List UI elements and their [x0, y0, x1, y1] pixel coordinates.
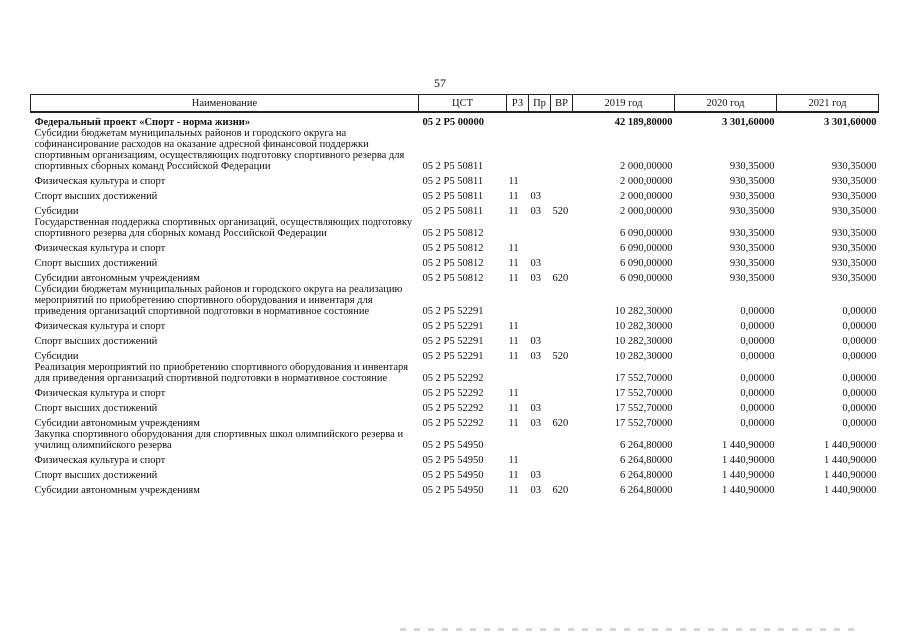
row-2021: 3 301,60000 — [824, 117, 877, 128]
row-name: Спорт высших достижений — [34, 336, 158, 347]
row-2020: 1 440,90000 — [722, 470, 775, 481]
row-vr: 620 — [552, 485, 569, 496]
row-cst: 05 2 P5 52292 — [422, 388, 484, 399]
row-2021: 0,00000 — [842, 388, 877, 399]
row-2020: 0,00000 — [740, 351, 775, 362]
row-cst: 05 2 P5 50811 — [422, 161, 484, 172]
row-vr — [551, 451, 573, 466]
row-name: Субсидии — [34, 351, 79, 362]
row-pr — [529, 317, 551, 332]
row-2020: 930,35000 — [729, 243, 775, 254]
row-rz: 11 — [508, 336, 519, 347]
row-2020: 1 440,90000 — [722, 455, 775, 466]
row-vr — [551, 187, 573, 202]
row-name: Субсидии бюджетам муниципальных районов и городского округа на софинансирование расходов на оказание адресной финансовой поддержки спортивным организациям, осуществляющих подготовку спортивного резерва для спортивных сборных команд Российской Федерации — [34, 128, 405, 172]
row-pr: 03 — [530, 273, 541, 284]
page-number: 57 — [434, 76, 446, 90]
row-cst: 05 2 P5 00000 — [422, 117, 485, 128]
row-2019: 6 264,80000 — [620, 485, 673, 496]
row-name: Физическая культура и спорт — [34, 321, 166, 332]
row-name: Физическая культура и спорт — [34, 455, 166, 466]
row-vr — [551, 362, 573, 384]
row-pr — [529, 217, 551, 239]
row-pr — [529, 451, 551, 466]
table-row — [31, 187, 879, 202]
row-2020: 1 440,90000 — [722, 485, 775, 496]
row-pr — [529, 239, 551, 254]
row-2021: 0,00000 — [842, 418, 877, 429]
row-vr — [551, 384, 573, 399]
header-rz: РЗ — [507, 95, 529, 113]
row-name: Субсидии автономным учреждениям — [34, 273, 200, 284]
table-row — [31, 202, 879, 217]
row-vr: 620 — [552, 418, 569, 429]
row-vr — [551, 332, 573, 347]
row-cst: 05 2 P5 54950 — [422, 440, 484, 451]
row-2021: 0,00000 — [842, 403, 877, 414]
row-2019: 10 282,30000 — [614, 336, 673, 347]
row-cst: 05 2 P5 52292 — [422, 373, 484, 384]
row-cst: 05 2 P5 50811 — [422, 176, 484, 187]
row-2020: 0,00000 — [740, 418, 775, 429]
row-pr — [529, 429, 551, 451]
row-vr — [551, 128, 573, 172]
row-2021: 0,00000 — [842, 373, 877, 384]
row-2019: 6 264,80000 — [620, 470, 673, 481]
row-2020: 930,35000 — [729, 258, 775, 269]
table-row — [31, 317, 879, 332]
row-cst: 05 2 P5 50812 — [422, 273, 484, 284]
row-name: Субсидии — [34, 206, 79, 217]
row-2021: 930,35000 — [831, 273, 877, 284]
row-name: Федеральный проект «Спорт - норма жизни» — [34, 117, 251, 128]
row-2020: 1 440,90000 — [722, 440, 775, 451]
row-2021: 930,35000 — [831, 243, 877, 254]
row-rz: 11 — [508, 176, 519, 187]
header-2020: 2020 год — [675, 95, 777, 113]
row-pr — [529, 128, 551, 172]
row-pr: 03 — [530, 418, 541, 429]
row-2019: 6 090,00000 — [620, 228, 673, 239]
table-body — [31, 112, 879, 496]
row-2021: 1 440,90000 — [824, 470, 877, 481]
row-vr — [551, 317, 573, 332]
row-name: Физическая культура и спорт — [34, 243, 166, 254]
table-row — [31, 347, 879, 362]
table-row — [31, 451, 879, 466]
header-name: Наименование — [31, 95, 419, 113]
row-cst: 05 2 P5 54950 — [422, 455, 484, 466]
row-name: Спорт высших достижений — [34, 258, 158, 269]
row-cst: 05 2 P5 52291 — [422, 306, 484, 317]
row-cst: 05 2 P5 50812 — [422, 243, 484, 254]
row-pr: 03 — [530, 403, 541, 414]
row-2020: 930,35000 — [729, 206, 775, 217]
table-header — [31, 95, 879, 113]
row-vr: 520 — [552, 351, 569, 362]
row-pr: 03 — [530, 258, 541, 269]
header-2019: 2019 год — [573, 95, 675, 113]
row-2021: 0,00000 — [842, 351, 877, 362]
row-2019: 42 189,80000 — [614, 117, 673, 128]
row-cst: 05 2 P5 54950 — [422, 470, 484, 481]
row-vr: 520 — [552, 206, 569, 217]
row-rz — [507, 128, 529, 172]
row-name: Спорт высших достижений — [34, 403, 158, 414]
row-pr: 03 — [530, 206, 541, 217]
table-row — [31, 254, 879, 269]
row-cst: 05 2 P5 50812 — [422, 228, 484, 239]
row-rz — [507, 362, 529, 384]
row-name: Физическая культура и спорт — [34, 176, 166, 187]
row-rz: 11 — [508, 455, 519, 466]
row-2020: 0,00000 — [740, 373, 775, 384]
row-name: Государственная поддержка спортивных организаций, осуществляющих подготовку спортивного резерва для сборных команд Российской Федерации — [34, 217, 413, 239]
row-vr — [551, 284, 573, 317]
row-2021: 930,35000 — [831, 191, 877, 202]
table-row — [31, 466, 879, 481]
row-name: Спорт высших достижений — [34, 191, 158, 202]
row-cst: 05 2 P5 52291 — [422, 321, 484, 332]
row-2019: 17 552,70000 — [614, 418, 673, 429]
table-row — [31, 112, 879, 128]
row-2019: 2 000,00000 — [620, 176, 673, 187]
row-rz — [507, 284, 529, 317]
table-row — [31, 362, 879, 384]
row-2019: 6 090,00000 — [620, 258, 673, 269]
header-cst: ЦСТ — [419, 95, 507, 113]
row-2021: 0,00000 — [842, 336, 877, 347]
row-2019: 6 264,80000 — [620, 440, 673, 451]
row-2020: 0,00000 — [740, 336, 775, 347]
row-2020: 3 301,60000 — [722, 117, 775, 128]
table-row — [31, 284, 879, 317]
row-2019: 6 090,00000 — [620, 243, 673, 254]
row-pr: 03 — [530, 470, 541, 481]
row-cst: 05 2 P5 50811 — [422, 191, 484, 202]
table-row — [31, 217, 879, 239]
row-2019: 17 552,70000 — [614, 403, 673, 414]
row-rz: 11 — [508, 470, 519, 481]
row-cst: 05 2 P5 52291 — [422, 336, 484, 347]
row-vr — [551, 254, 573, 269]
row-cst: 05 2 P5 50812 — [422, 258, 484, 269]
row-pr: 03 — [530, 485, 541, 496]
row-2021: 930,35000 — [831, 206, 877, 217]
row-rz — [507, 112, 529, 128]
row-pr — [529, 362, 551, 384]
table-row — [31, 128, 879, 172]
row-vr — [551, 239, 573, 254]
row-pr: 03 — [530, 191, 541, 202]
row-cst: 05 2 P5 52292 — [422, 403, 484, 414]
row-vr — [551, 112, 573, 128]
row-name: Спорт высших достижений — [34, 470, 158, 481]
row-2021: 1 440,90000 — [824, 440, 877, 451]
row-rz: 11 — [508, 258, 519, 269]
row-pr: 03 — [530, 351, 541, 362]
row-2021: 930,35000 — [831, 258, 877, 269]
table-row — [31, 414, 879, 429]
header-2021: 2021 год — [777, 95, 879, 113]
row-name: Субсидии автономным учреждениям — [34, 418, 200, 429]
row-2019: 10 282,30000 — [614, 306, 673, 317]
row-name: Реализация мероприятий по приобретению спортивного оборудования и инвентаря для приведения организаций спортивной подготовки в нормативное состояние — [34, 362, 409, 384]
table-row — [31, 429, 879, 451]
row-2021: 1 440,90000 — [824, 455, 877, 466]
row-rz: 11 — [508, 191, 519, 202]
row-name: Закупка спортивного оборудования для спортивных школ олимпийского резерва и училищ олимпийского резерва — [34, 429, 404, 451]
row-name: Субсидии бюджетам муниципальных районов и городского округа на реализацию мероприятий по приобретению спортивного оборудования и инвентаря для приведения организаций спортивной подготовки в нормативное состояние — [34, 284, 403, 317]
header-pr: Пр — [529, 95, 551, 113]
row-vr: 620 — [552, 273, 569, 284]
row-2021: 930,35000 — [831, 228, 877, 239]
row-rz: 11 — [508, 418, 519, 429]
row-2019: 2 000,00000 — [620, 161, 673, 172]
row-cst: 05 2 P5 52291 — [422, 351, 484, 362]
row-2020: 930,35000 — [729, 161, 775, 172]
table-row — [31, 269, 879, 284]
table-row — [31, 332, 879, 347]
row-pr: 03 — [530, 336, 541, 347]
row-rz: 11 — [508, 403, 519, 414]
row-2020: 0,00000 — [740, 403, 775, 414]
row-vr — [551, 217, 573, 239]
row-2019: 2 000,00000 — [620, 191, 673, 202]
header-vr: ВР — [551, 95, 573, 113]
row-rz: 11 — [508, 206, 519, 217]
table-row — [31, 399, 879, 414]
row-2020: 930,35000 — [729, 228, 775, 239]
row-vr — [551, 466, 573, 481]
row-2020: 930,35000 — [729, 191, 775, 202]
row-2021: 930,35000 — [831, 176, 877, 187]
row-2019: 6 090,00000 — [620, 273, 673, 284]
row-cst: 05 2 P5 52292 — [422, 418, 484, 429]
row-pr — [529, 384, 551, 399]
row-vr — [551, 399, 573, 414]
row-rz: 11 — [508, 351, 519, 362]
row-2020: 0,00000 — [740, 388, 775, 399]
scan-artifact — [400, 628, 860, 631]
budget-table — [30, 94, 879, 496]
row-rz — [507, 429, 529, 451]
row-rz: 11 — [508, 273, 519, 284]
row-2020: 0,00000 — [740, 321, 775, 332]
row-2019: 17 552,70000 — [614, 388, 673, 399]
row-2019: 17 552,70000 — [614, 373, 673, 384]
row-cst: 05 2 P5 50811 — [422, 206, 484, 217]
row-2021: 0,00000 — [842, 321, 877, 332]
row-2021: 1 440,90000 — [824, 485, 877, 496]
table-row — [31, 384, 879, 399]
row-2020: 0,00000 — [740, 306, 775, 317]
row-rz: 11 — [508, 388, 519, 399]
row-rz — [507, 217, 529, 239]
row-rz: 11 — [508, 321, 519, 332]
row-rz: 11 — [508, 485, 519, 496]
row-cst: 05 2 P5 54950 — [422, 485, 484, 496]
row-2020: 930,35000 — [729, 176, 775, 187]
row-name: Субсидии автономным учреждениям — [34, 485, 200, 496]
row-pr — [529, 284, 551, 317]
row-vr — [551, 429, 573, 451]
row-pr — [529, 112, 551, 128]
row-2019: 6 264,80000 — [620, 455, 673, 466]
row-2021: 0,00000 — [842, 306, 877, 317]
row-2019: 2 000,00000 — [620, 206, 673, 217]
table-row — [31, 239, 879, 254]
row-2021: 930,35000 — [831, 161, 877, 172]
table-row — [31, 172, 879, 187]
table-row — [31, 481, 879, 496]
row-rz: 11 — [508, 243, 519, 254]
row-vr — [551, 172, 573, 187]
row-pr — [529, 172, 551, 187]
row-name: Физическая культура и спорт — [34, 388, 166, 399]
row-2019: 10 282,30000 — [614, 351, 673, 362]
row-2019: 10 282,30000 — [614, 321, 673, 332]
row-2020: 930,35000 — [729, 273, 775, 284]
